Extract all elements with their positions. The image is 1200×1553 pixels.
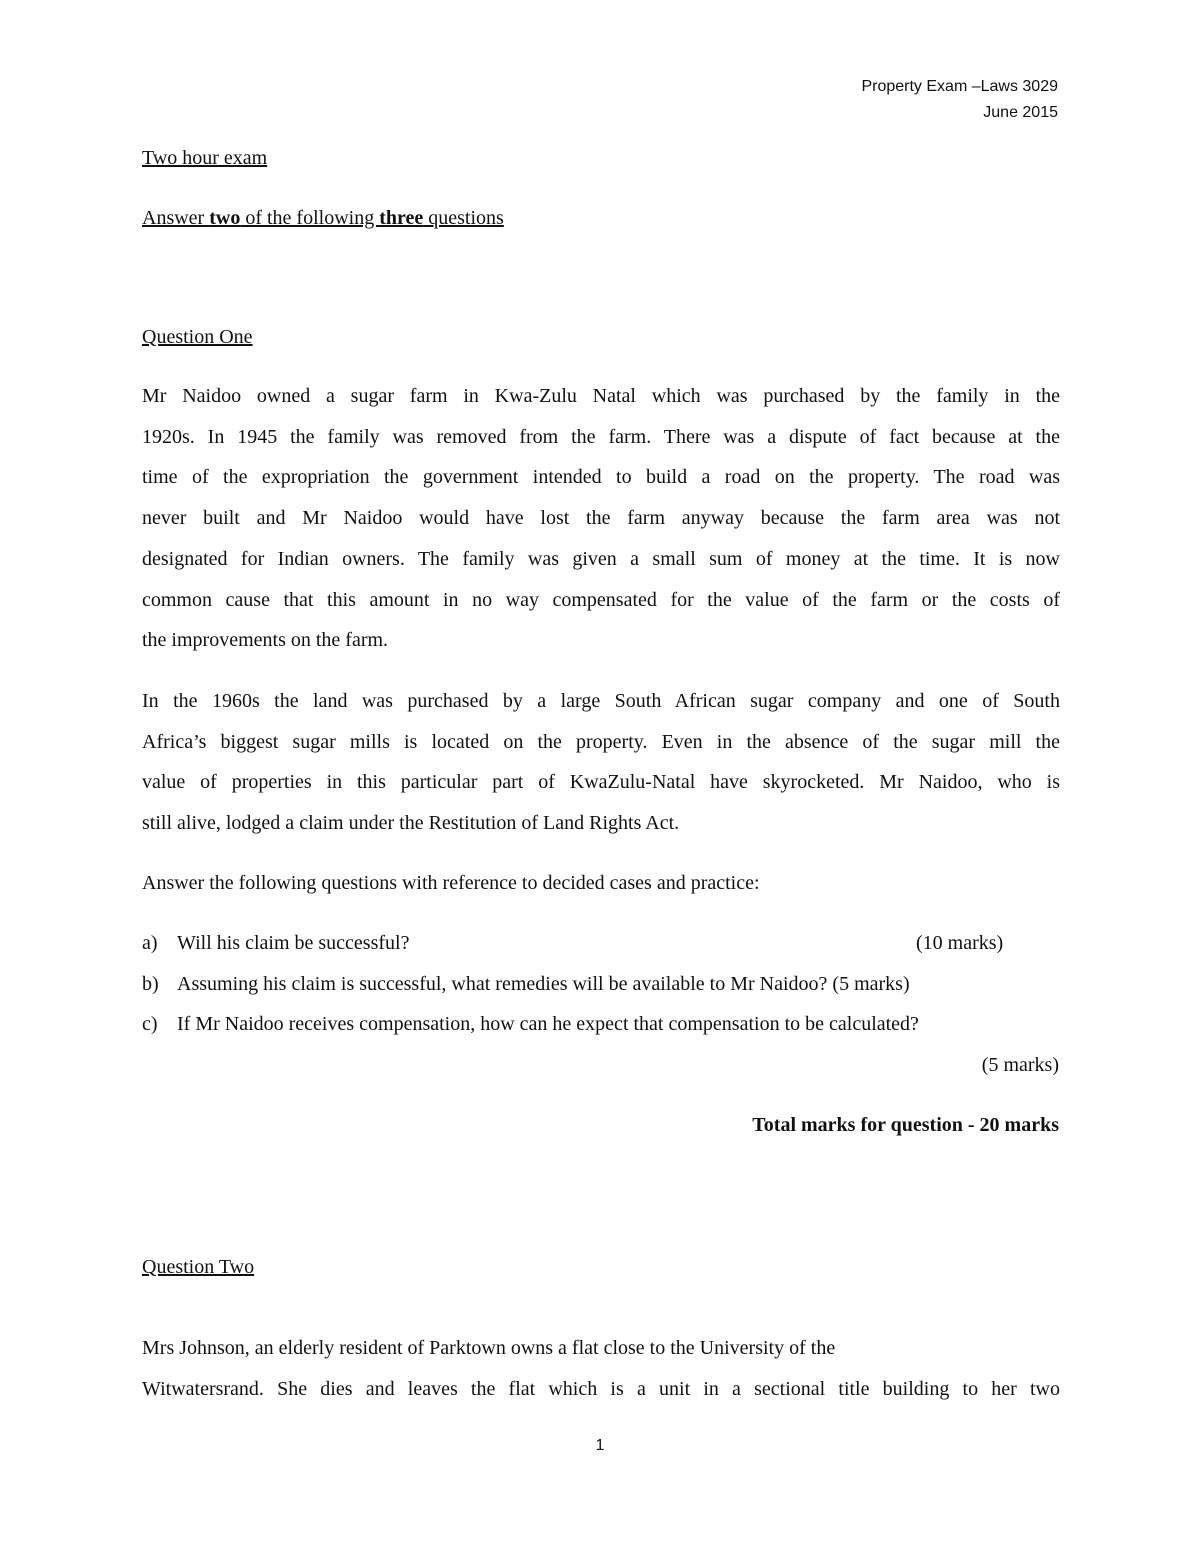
paragraph-line: 1920s. In 1945 the family was removed from the farm. There was a dispute of fact because at the <box>142 425 1060 448</box>
item-text: Will his claim be successful? <box>177 932 410 954</box>
paragraph-line: the improvements on the farm. <box>142 629 389 652</box>
item-a-marks: (10 marks) <box>916 932 1004 954</box>
instruction-suffix: questions <box>423 207 504 229</box>
paragraph-line: Africa’s biggest sugar mills is located on the property. Even in the absence of the sugar mill the <box>142 730 1060 753</box>
paragraph-line: Mr Naidoo owned a sugar farm in Kwa-Zulu Natal which was purchased by the family in the <box>142 385 1060 407</box>
question-one-total-marks: Total marks for question - 20 marks <box>752 1114 1059 1136</box>
question-two-paragraph-1 <box>142 1328 1060 1409</box>
item-text: Assuming his claim is successful, what remedies will be available to Mr Naidoo? (5 marks) <box>177 973 910 995</box>
item-c-marks: (5 marks) <box>981 1054 1059 1076</box>
paragraph-line: designated for Indian owners. The family was given a small sum of money at the time. It is now <box>142 547 1060 570</box>
item-label: c) <box>142 1013 158 1035</box>
paragraph-line: In the 1960s the land was purchased by a large South African sugar company and one of South <box>142 690 1060 712</box>
exam-instruction <box>142 206 504 230</box>
question-one-paragraph-1 <box>142 376 1060 661</box>
question-one-prompt: Answer the following questions with reference to decided cases and practice: <box>142 872 760 894</box>
instruction-prefix: Answer <box>142 207 210 229</box>
paragraph-line: never built and Mr Naidoo would have lost the farm anyway because the farm area was not <box>142 507 1060 530</box>
paragraph-line: Mrs Johnson, an elderly resident of Parktown owns a flat close to the University of the <box>142 1337 836 1359</box>
instruction-middle: of the following <box>240 207 380 229</box>
instruction-count: two <box>209 207 241 229</box>
item-label: a) <box>142 932 158 954</box>
paragraph-line: Witwatersrand. She dies and leaves the flat which is a unit in a sectional title building to her two <box>142 1377 1060 1400</box>
exam-date: June 2015 <box>983 104 1058 121</box>
instruction-total: three <box>379 207 424 229</box>
paragraph-line: value of properties in this particular part of KwaZulu-Natal have skyrocketed. Mr Naidoo, who is <box>142 771 1060 794</box>
question-two-heading: Question Two <box>142 1256 255 1278</box>
paragraph-line: common cause that this amount in no way compensated for the value of the farm or the costs of <box>142 588 1060 611</box>
exam-title: Property Exam –Laws 3029 <box>861 78 1058 95</box>
page-number: 1 <box>595 1437 605 1454</box>
paragraph-line: still alive, lodged a claim under the Restitution of Land Rights Act. <box>142 812 680 835</box>
question-one-heading: Question One <box>142 326 253 348</box>
question-one-paragraph-2 <box>142 681 1060 844</box>
paragraph-line: time of the expropriation the government intended to build a road on the property. The road was <box>142 466 1060 489</box>
item-label: b) <box>142 973 159 995</box>
exam-duration: Two hour exam <box>142 147 268 169</box>
item-text: If Mr Naidoo receives compensation, how can he expect that compensation to be calculated? <box>177 1013 919 1035</box>
